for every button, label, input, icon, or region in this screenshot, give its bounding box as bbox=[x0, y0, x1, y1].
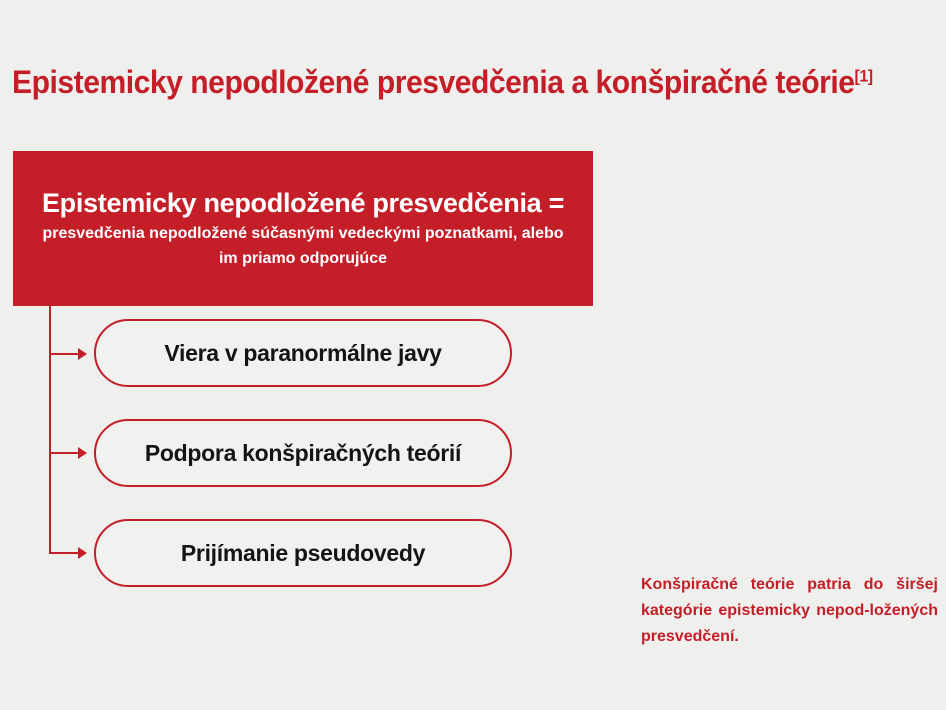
page-title-text: Epistemicky nepodložené presvedčenia a konšpiračné teórie bbox=[12, 64, 855, 100]
arrow-right-icon bbox=[49, 353, 79, 355]
definition-heading: Epistemicky nepodložené presvedčenia = bbox=[41, 188, 565, 218]
side-note: Konšpiračné teórie patria do širšej kategórie epistemicky nepod-ložených presvedčení. bbox=[641, 576, 938, 645]
item-conspiracy-support bbox=[94, 419, 512, 487]
page-title bbox=[12, 64, 873, 101]
tree-connector-line bbox=[49, 306, 51, 554]
item-pseudoscience-acceptance bbox=[94, 519, 512, 587]
definition-body: presvedčenia nepodložené súčasnými vedeckými poznatkami, alebo im priamo odporujúce bbox=[42, 225, 564, 267]
item-label: Viera v paranormálne javy bbox=[164, 339, 442, 366]
item-paranormal-beliefs bbox=[94, 319, 512, 387]
citation-marker: [1] bbox=[854, 66, 873, 86]
definition-box bbox=[13, 151, 593, 306]
item-label: Podpora konšpiračných teórií bbox=[144, 439, 462, 466]
item-label: Prijímanie pseudovedy bbox=[180, 539, 426, 566]
arrow-right-icon bbox=[49, 452, 79, 454]
arrow-right-icon bbox=[49, 552, 79, 554]
